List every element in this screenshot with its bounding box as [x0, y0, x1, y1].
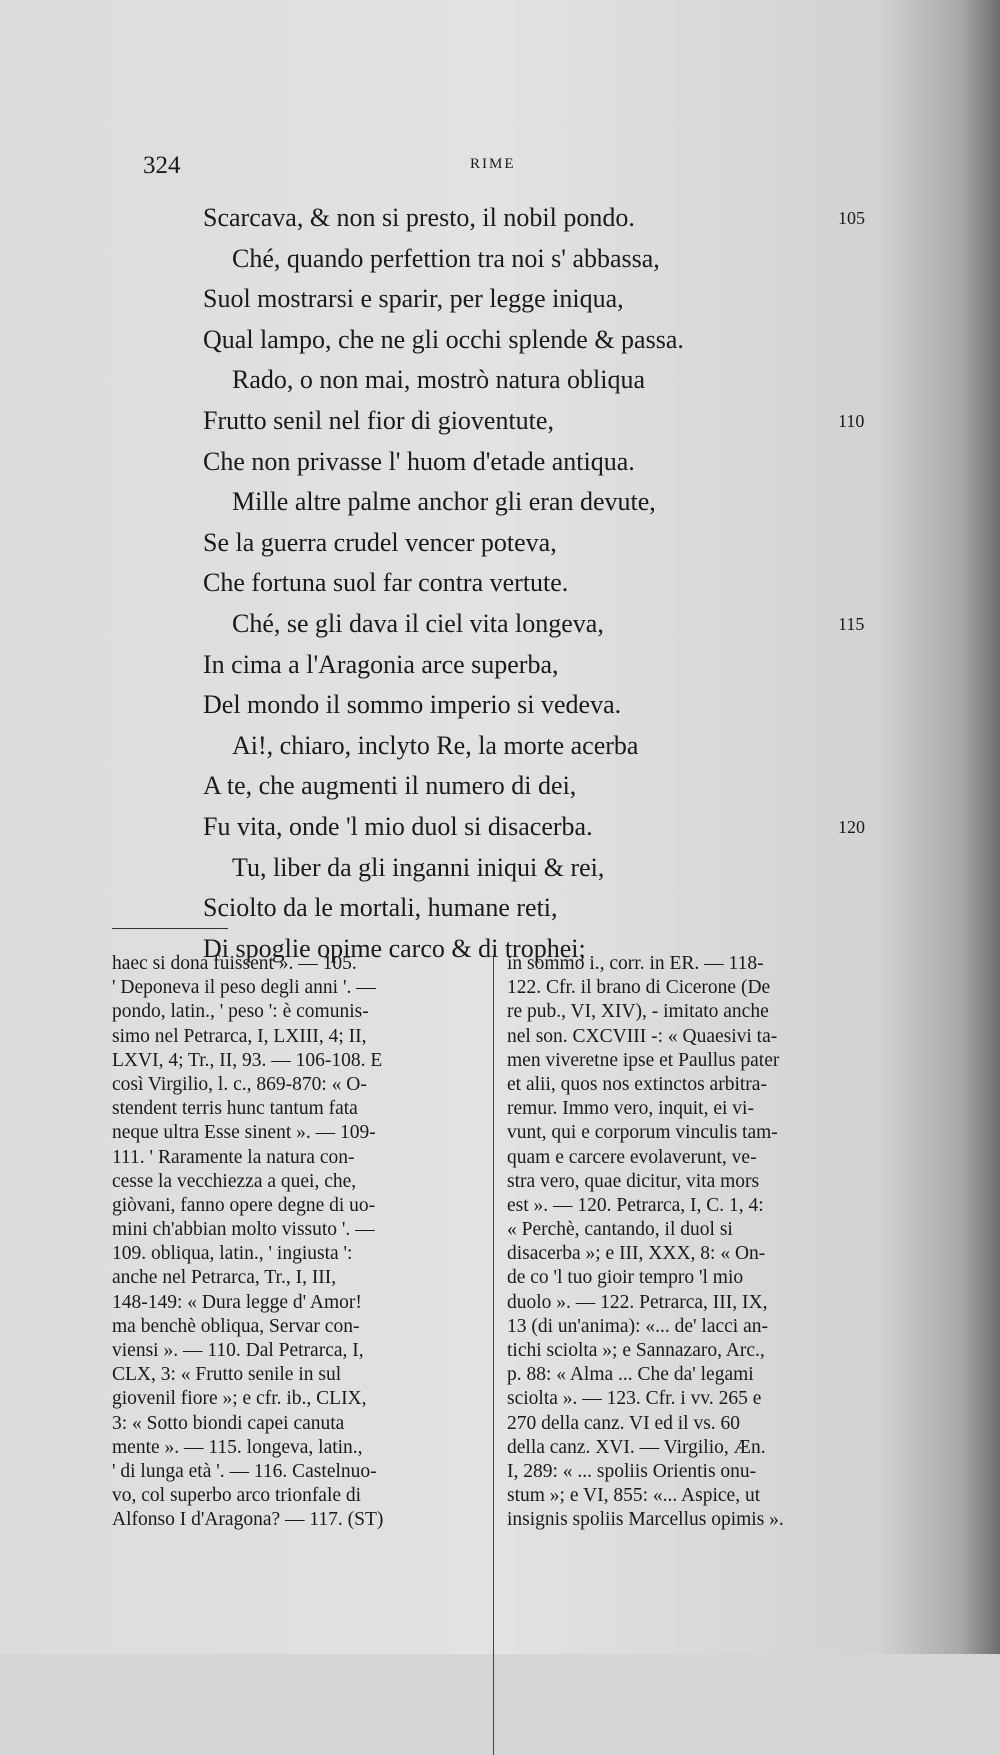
note-line: mente ». — 115. longeva, latin.,: [112, 1436, 363, 1458]
note-line: mini ch'abbian molto vissuto '. —: [112, 1219, 375, 1241]
note-line: stum »; e VI, 855: «... Aspice, ut: [507, 1485, 761, 1507]
note-line: 13 (di un'anima): «... de' lacci an-: [507, 1315, 768, 1337]
commentary-right-column: [507, 952, 884, 1533]
verse-text: Di spoglie opime carco & di trophei;: [203, 933, 586, 963]
note-line: così Virgilio, l. c., 869-870: « O-: [112, 1073, 367, 1095]
note-line: « Perchè, cantando, il duol si: [507, 1219, 733, 1241]
verse-line: [0, 563, 1000, 604]
verse-text: Mille altre palme anchor gli eran devute,: [232, 487, 656, 517]
line-number: 115: [838, 613, 865, 634]
note-line: 111. ' Raramente la natura con-: [112, 1146, 355, 1168]
verse-text: Ai!, chiaro, inclyto Re, la morte acerba: [232, 730, 639, 760]
verse-text: Ché, quando perfettion tra noi s' abbassa,: [232, 243, 660, 273]
note-line: giòvani, fanno opere degne di uo-: [112, 1194, 376, 1216]
note-line: 270 della canz. VI ed il vs. 60: [507, 1412, 741, 1434]
verse-text: A te, che augmenti il numero di dei,: [203, 771, 577, 801]
line-number: 105: [838, 208, 865, 228]
commentary-left-column: [112, 952, 480, 1533]
verse-line: [0, 523, 1000, 564]
note-line: re pub., VI, XIV), - imitato anche: [507, 1001, 769, 1023]
note-line: 148-149: « Dura legge d' Amor!: [112, 1291, 362, 1313]
note-line: insignis spoliis Marcellus opimis ».: [507, 1509, 784, 1531]
verse-line: [0, 726, 1000, 767]
note-line: ' Deponeva il peso degli anni '. —: [112, 977, 376, 999]
note-line: neque ultra Esse sinent ». — 109-: [112, 1122, 376, 1144]
verse-text: Fu vita, onde 'l mio duol si disacerba.: [203, 811, 593, 841]
column-divider: [493, 955, 494, 1755]
note-line: LXVI, 4; Tr., II, 93. — 106-108. E: [112, 1049, 383, 1071]
note-line: 109. obliqua, latin., ' ingiusta ':: [112, 1243, 353, 1265]
verse-text: In cima a l'Aragonia arce superba,: [203, 649, 559, 679]
note-line: men viveretne ipse et Paullus pater: [507, 1049, 780, 1071]
verse-text: Tu, liber da gli inganni iniqui & rei,: [232, 852, 605, 882]
verse-text: Ché, se gli dava il ciel vita longeva,: [232, 608, 604, 638]
note-line: duolo ». — 122. Petrarca, III, IX,: [507, 1291, 768, 1313]
verse-line: [0, 239, 1000, 280]
verse-text: Sciolto da le mortali, humane reti,: [203, 893, 558, 923]
page-header: [0, 152, 1000, 182]
line-number: 120: [838, 816, 865, 837]
verse-line: [0, 604, 1000, 645]
note-line: pondo, latin., ' peso ': è comunis-: [112, 1001, 369, 1023]
verse-line: [0, 442, 1000, 483]
note-line: haec si dona fuissent ». — 105.: [112, 953, 357, 974]
verse-line: [0, 807, 1000, 848]
page-number: 324: [143, 152, 181, 179]
verse-line: [0, 320, 1000, 361]
verse-text: Che non privasse l' huom d'etade antiqua.: [203, 446, 635, 476]
verse-line: [0, 685, 1000, 726]
note-line: nel son. CXCVIII -: « Quaesivi ta-: [507, 1025, 778, 1047]
note-line: anche nel Petrarca, Tr., I, III,: [112, 1267, 337, 1289]
verse-line: [0, 360, 1000, 401]
verse-text: Che fortuna suol far contra vertute.: [203, 568, 569, 598]
note-line: p. 88: « Alma ... Che da' legami: [507, 1364, 754, 1386]
verse-line: [0, 888, 1000, 929]
verse-text: Qual lampo, che ne gli occhi splende & passa.: [203, 324, 684, 354]
note-line: 3: « Sotto biondi capei canuta: [112, 1412, 345, 1434]
note-line: stra vero, quae dicitur, vita mors: [507, 1170, 760, 1192]
note-line: 122. Cfr. il brano di Cicerone (De: [507, 977, 771, 999]
verse-line: [0, 279, 1000, 320]
note-line: ma benchè obliqua, Servar con-: [112, 1315, 360, 1337]
note-line: quam e carcere evolaverunt, ve-: [507, 1146, 757, 1168]
note-line: et alii, quos nos extinctos arbitra-: [507, 1073, 767, 1095]
verse-text: Se la guerra crudel vencer poteva,: [203, 527, 557, 557]
note-line: I, 289: « ... spoliis Orientis onu-: [507, 1460, 757, 1482]
note-line: Alfonso I d'Aragona? — 117. (ST): [112, 1509, 384, 1531]
note-line: vo, col superbo arco trionfale di: [112, 1485, 362, 1507]
note-line: sciolta ». — 123. Cfr. i vv. 265 e: [507, 1388, 762, 1410]
note-line: de co 'l tuo gioir tempro 'l mio: [507, 1267, 744, 1289]
note-line: vunt, qui e corporum vinculis tam-: [507, 1122, 778, 1144]
verse-text: Del mondo il sommo imperio si vedeva.: [203, 690, 622, 720]
note-line: in sommo i., corr. in ER. — 118-: [507, 953, 764, 974]
note-line: remur. Immo vero, inquit, ei vi-: [507, 1098, 754, 1120]
note-line: disacerba »; e III, XXX, 8: « On-: [507, 1243, 766, 1265]
note-line: ' di lunga età '. — 116. Castelnuo-: [112, 1460, 377, 1482]
note-line: della canz. XVI. — Virgilio, Æn.: [507, 1436, 766, 1458]
verse-text: Scarcava, & non si presto, il nobil pondo.: [203, 203, 635, 232]
note-line: tichi sciolta »; e Sannazaro, Arc.,: [507, 1340, 765, 1361]
note-line: est ». — 120. Petrarca, I, C. 1, 4:: [507, 1194, 764, 1216]
verse-line: [0, 645, 1000, 686]
verse-line: [0, 766, 1000, 807]
verse-line: [0, 401, 1000, 442]
verse-text: Rado, o non mai, mostrò natura obliqua: [232, 365, 646, 395]
running-title: RIME: [470, 156, 516, 172]
line-number: 110: [838, 410, 865, 431]
note-line: simo nel Petrarca, I, LXIII, 4; II,: [112, 1025, 367, 1047]
verse-line: [0, 198, 1000, 239]
note-line: giovenil fiore »; e cfr. ib., CLIX,: [112, 1388, 367, 1410]
verse-text: Frutto senil nel fior di gioventute,: [203, 405, 554, 435]
note-line: cesse la vecchiezza a quei, che,: [112, 1170, 357, 1192]
note-line: stendent terris hunc tantum fata: [112, 1098, 358, 1120]
footnote-rule: [112, 928, 228, 929]
verse-line: [0, 848, 1000, 889]
verse-line: [0, 482, 1000, 523]
note-line: CLX, 3: « Frutto senile in sul: [112, 1364, 342, 1386]
verse-text: Suol mostrarsi e sparir, per legge iniqua,: [203, 284, 624, 314]
verse-block: [0, 198, 1000, 969]
note-line: viensi ». — 110. Dal Petrarca, I,: [112, 1340, 364, 1361]
